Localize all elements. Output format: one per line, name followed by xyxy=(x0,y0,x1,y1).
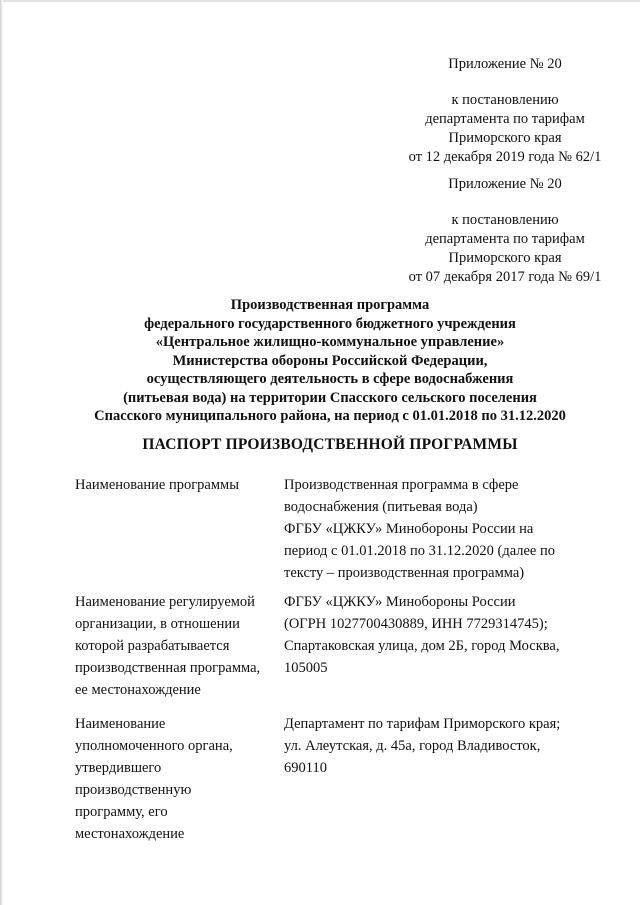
value-line: ФГБУ «ЦЖКУ» Минобороны России на xyxy=(284,521,534,537)
annex-current-line: от 12 декабря 2019 года № 62/1 xyxy=(408,149,602,165)
program-title-line: «Центральное жилищно-коммунальное управление» xyxy=(155,334,505,350)
program-title-line: осуществляющего деятельность в сфере водоснабжения xyxy=(146,371,514,387)
program-title xyxy=(40,296,620,426)
label-line: местонахождение xyxy=(75,826,185,842)
value-line: (ОГРН 1027700430889, ИНН 7729314745); xyxy=(284,616,548,632)
passport-heading: ПАСПОРТ ПРОИЗВОДСТВЕННОЙ ПРОГРАММЫ xyxy=(142,436,518,453)
passport-row-label xyxy=(75,591,280,701)
label-line: Наименование регулируемой xyxy=(75,594,255,610)
label-line: организации, в отношении xyxy=(75,616,240,632)
label-line: Наименование программы xyxy=(75,477,239,493)
annex-current-title: Приложение № 20 xyxy=(448,56,562,72)
annex-current-block xyxy=(380,55,630,167)
annex-original-line: от 07 декабря 2017 года № 69/1 xyxy=(408,269,602,285)
value-line: Спартаковская улица, дом 2Б, город Москва, xyxy=(284,638,560,654)
value-line: ФГБУ «ЦЖКУ» Минобороны России xyxy=(284,594,516,610)
passport-row-label xyxy=(75,474,280,496)
program-title-line: Министерства обороны Российской Федерации, xyxy=(172,352,488,369)
value-line: тексту – производственная программа) xyxy=(284,565,525,581)
label-line: Наименование xyxy=(75,716,166,732)
annex-current-line: к постановлению xyxy=(451,92,559,108)
program-title-line: Производственная программа xyxy=(230,297,430,313)
scan-edge-left xyxy=(0,0,3,905)
program-title-line: Спасского муниципального района, на период с 01.01.2018 по 31.12.2020 xyxy=(94,408,566,424)
label-line: утвердившего xyxy=(75,760,162,776)
label-line: уполномоченного органа, xyxy=(75,738,233,754)
program-title-line: федерального государственного бюджетного учреждения xyxy=(144,315,516,332)
passport-row-label xyxy=(75,713,280,845)
value-line: период с 01.01.2018 по 31.12.2020 (далее по xyxy=(284,543,555,559)
scan-edge-top xyxy=(0,0,640,2)
label-line: программу, его xyxy=(75,804,168,820)
value-line: Производственная программа в сфере xyxy=(284,477,519,493)
passport-row-value xyxy=(284,474,594,584)
program-title-line: (питьевая вода) на территории Спасского сельского поселения xyxy=(123,389,537,406)
annex-original-line: к постановлению xyxy=(451,212,559,228)
passport-row-value xyxy=(284,713,594,779)
annex-original-block xyxy=(380,175,630,287)
value-line: ул. Алеутская, д. 45а, город Владивосток, xyxy=(284,738,541,754)
label-line: производственную xyxy=(75,782,192,798)
annex-original-line: Приморского края xyxy=(448,250,562,266)
annex-original-title: Приложение № 20 xyxy=(448,176,562,192)
value-line: водоснабжения (питьевая вода) xyxy=(284,499,478,515)
label-line: которой разрабатывается xyxy=(75,638,230,654)
passport-row-value xyxy=(284,591,594,679)
annex-current-line: департамента по тарифам xyxy=(425,111,585,127)
value-line: 690110 xyxy=(284,760,327,776)
label-line: производственная программа, xyxy=(75,660,261,676)
annex-current-line: Приморского края xyxy=(448,130,562,146)
annex-original-line: департамента по тарифам xyxy=(425,231,585,247)
value-line: 105005 xyxy=(284,660,328,676)
value-line: Департамент по тарифам Приморского края; xyxy=(284,716,561,732)
label-line: ее местонахождение xyxy=(75,682,201,698)
